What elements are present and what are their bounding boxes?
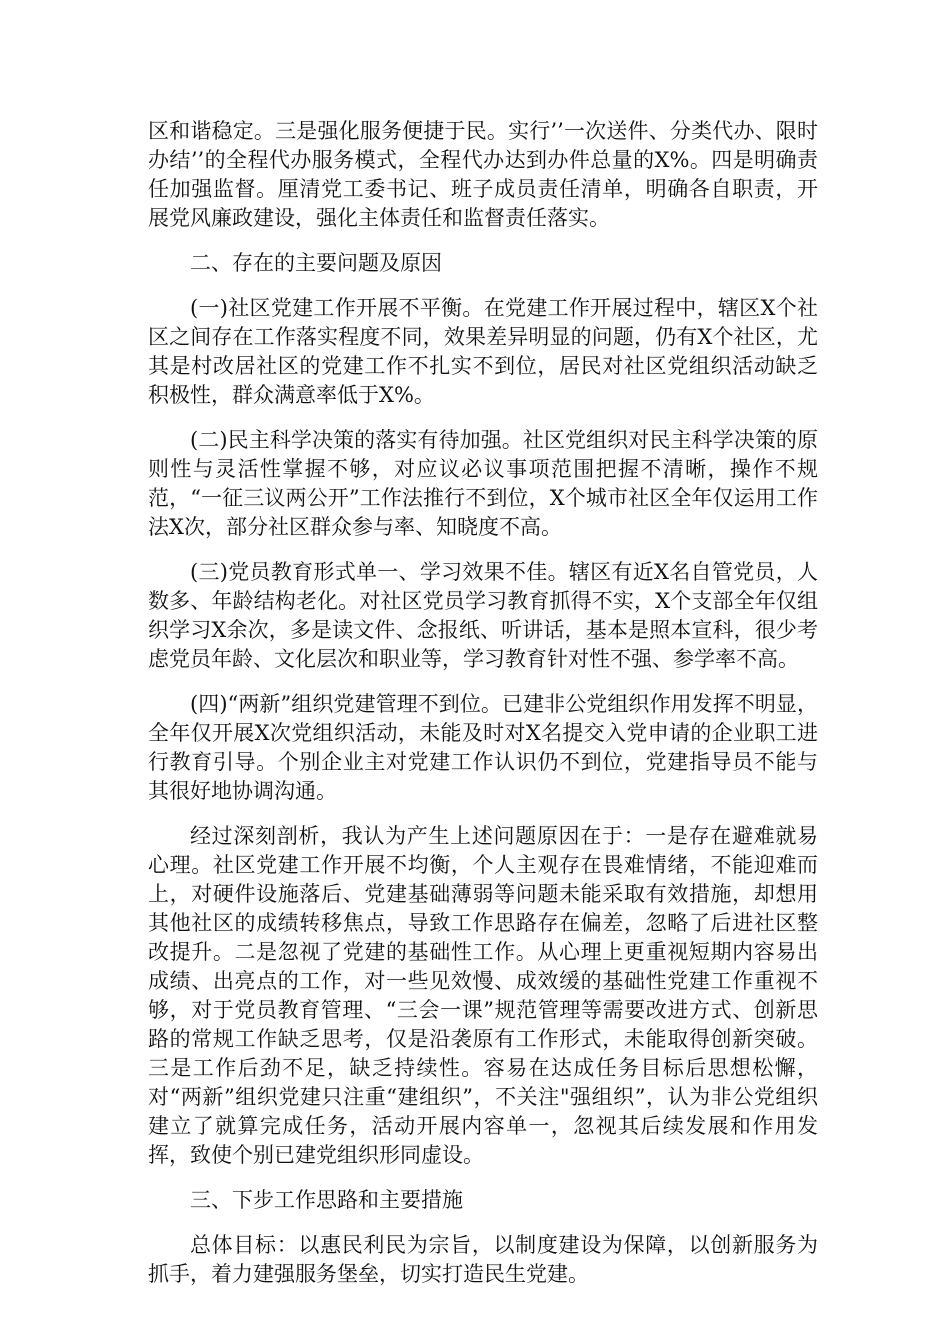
paragraph-continuation: 区和谐稳定。三是强化服务便捷于民。实行’’一次送件、分类代办、限时办结’’的全程代办服务模式，全程代办达到办件总量的X%。四是明确责任加强监督。厘清党工委书记、班子成员责任清单，明确各自职责，开展党风廉政建设，强化主体责任和监督责任落实。 (148, 119, 818, 230)
paragraph-problem-4: (四)“两新”组织党建管理不到位。已建非公党组织作用发挥不明显，全年仅开展X次党组织活动，未能及时对X名提交入党申请的企业职工进行教育引导。个别企业主对党建工作认识仍不到位，党建指导员不能与其很好地协调沟通。 (148, 692, 818, 803)
paragraph-problem-1: (一)社区党建工作开展不平衡。在党建工作开展过程中，辖区X个社区之间存在工作落实程度不同，效果差异明显的问题，仍有X个社区，尤其是村改居社区的党建工作不扎实不到位，居民对社区党组织活动缺乏积极性，群众满意率低于X%。 (148, 296, 818, 407)
section-heading-problems: 二、存在的主要问题及原因 (190, 251, 442, 275)
section-heading-next-steps: 三、下步工作思路和主要措施 (190, 1188, 463, 1212)
paragraph-overall-goal: 总体目标：以惠民利民为宗旨，以制度建设为保障，以创新服务为抓手，着力建强服务堡垒，切实打造民生党建。 (148, 1233, 818, 1286)
paragraph-problem-3: (三)党员教育形式单一、学习效果不佳。辖区有近X名自管党员，人数多、年龄结构老化。对社区党员学习教育抓得不实，X个支部全年仅组织学习X余次，多是读文件、念报纸、听讲话，基本是照本宣科，很少考虑党员年龄、文化层次和职业等，学习教育针对性不强、参学率不高。 (148, 560, 818, 671)
document-body (148, 117, 818, 1305)
paragraph-analysis: 经过深刻剖析，我认为产生上述问题原因在于：一是存在避难就易心理。社区党建工作开展不均衡，个人主观存在畏难情绪，不能迎难而上，对硬件设施落后、党建基础薄弱等问题未能采取有效措施，却想用其他社区的成绩转移焦点，导致工作思路存在偏差，忽略了后进社区整改提升。二是忽视了党建的基础性工作。从心理上更重视短期内容易出成绩、出亮点的工作，对一些见效慢、成效缓的基础性党建工作重视不够，对于党员教育管理、“三会一课”规范管理等需要改进方式、创新思路的常规工作缺乏思考，仅是沿袭原有工作形式，未能取得创新突破。三是工作后劲不足，缺乏持续性。容易在达成任务目标后思想松懈，对“两新”组织党建只注重“建组织”，不关注"强组织”，认为非公党组织建立了就算完成任务，活动开展内容单一，忽视其后续发展和作用发挥，致使个别已建党组织形同虚设。 (148, 824, 818, 1167)
paragraph-problem-2: (二)民主科学决策的落实有待加强。社区党组织对民主科学决策的原则性与灵活性掌握不够，对应议必议事项范围把握不清晰，操作不规范，“一征三议两公开”工作法推行不到位，X个城市社区全年仅运用工作法X次，部分社区群众参与率、知晓度不高。 (148, 428, 818, 539)
